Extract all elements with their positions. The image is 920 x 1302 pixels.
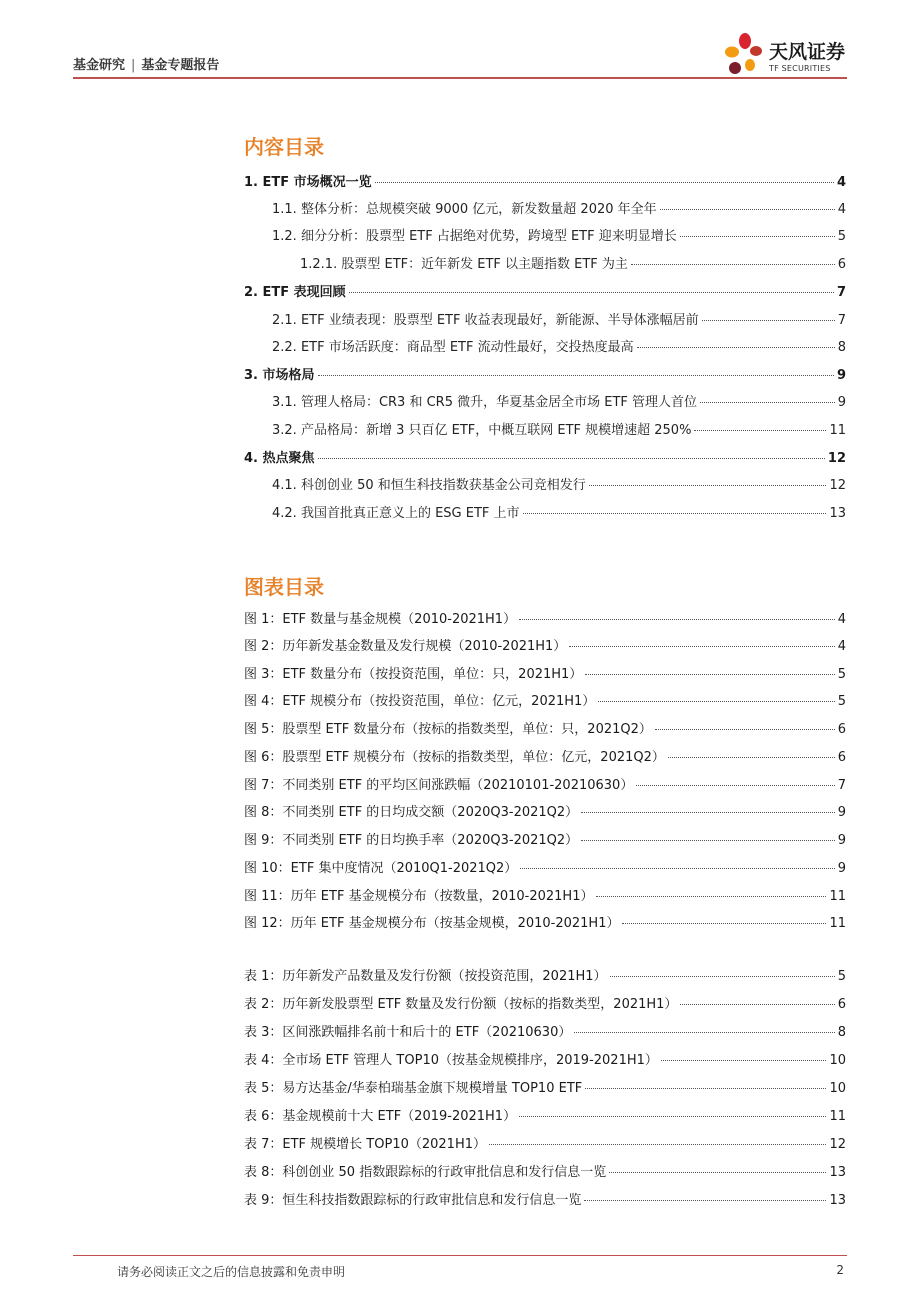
toc-entry[interactable]: 3. 市场格局 9 [244, 368, 846, 383]
toc-title: 内容目录 [244, 135, 324, 159]
company-logo [722, 32, 862, 78]
page-number: 2 [836, 1263, 844, 1277]
table-entry[interactable]: 表 1：历年新发产品数量及发行份额（按投资范围，2021H1） 5 [244, 969, 846, 984]
figure-entry[interactable]: 图 4：ETF 规模分布（按投资范围，单位：亿元，2021H1） 5 [244, 694, 846, 709]
figure-entry[interactable]: 图 11：历年 ETF 基金规模分布（按数量，2010-2021H1） 11 [244, 889, 846, 904]
figure-entry[interactable]: 图 8：不同类别 ETF 的日均成交额（2020Q3-2021Q2） 9 [244, 805, 846, 820]
table-entry[interactable]: 表 3：区间涨跌幅排名前十和后十的 ETF（20210630） 8 [244, 1025, 846, 1040]
category-separator: | [131, 58, 136, 73]
toc-entry[interactable]: 2.2. ETF 市场活跃度：商品型 ETF 流动性最好，交投热度最高 8 [272, 340, 846, 355]
toc-entry[interactable]: 1.2. 细分分析：股票型 ETF 占据绝对优势，跨境型 ETF 迎来明显增长 5 [272, 229, 846, 244]
toc-entry[interactable]: 4.1. 科创创业 50 和恒生科技指数获基金公司竞相发行 12 [272, 478, 846, 493]
logo-name: 天风证券 [769, 41, 846, 63]
toc-entry[interactable]: 1.1. 整体分析：总规模突破 9000 亿元，新发数量超 2020 年全年 4 [272, 202, 846, 217]
table-entry[interactable]: 表 7：ETF 规模增长 TOP10（2021H1） 12 [244, 1137, 846, 1152]
toc-entry[interactable]: 4. 热点聚焦 12 [244, 451, 846, 466]
figure-entry[interactable]: 图 2：历年新发基金数量及发行规模（2010-2021H1） 4 [244, 639, 846, 654]
toc-entry[interactable]: 3.1. 管理人格局：CR3 和 CR5 微升，华夏基金居全市场 ETF 管理人首位 9 [272, 395, 846, 410]
logo-mark-icon [722, 32, 768, 78]
table-entry[interactable]: 表 9：恒生科技指数跟踪标的行政审批信息和发行信息一览 13 [244, 1193, 846, 1208]
figure-entry[interactable]: 图 7：不同类别 ETF 的平均区间涨跌幅（20210101-20210630） 7 [244, 778, 846, 793]
table-entry[interactable]: 表 4：全市场 ETF 管理人 TOP10（按基金规模排序，2019-2021H1） 10 [244, 1053, 846, 1068]
figure-entry[interactable]: 图 12：历年 ETF 基金规模分布（按基金规模，2010-2021H1） 11 [244, 916, 846, 931]
footer-divider [73, 1255, 847, 1256]
toc-entry[interactable]: 2. ETF 表现回顾 7 [244, 285, 846, 300]
logo-subtitle: TF SECURITIES [769, 64, 831, 73]
category-label: 基金研究 [73, 58, 126, 73]
figure-entry[interactable]: 图 9：不同类别 ETF 的日均换手率（2020Q3-2021Q2） 9 [244, 833, 846, 848]
table-entry[interactable]: 表 6：基金规模前十大 ETF（2019-2021H1） 11 [244, 1109, 846, 1124]
toc-entry[interactable]: 2.1. ETF 业绩表现：股票型 ETF 收益表现最好，新能源、半导体涨幅居前 7 [272, 313, 846, 328]
table-entry[interactable]: 表 2：历年新发股票型 ETF 数量及发行份额（按标的指数类型，2021H1） 6 [244, 997, 846, 1012]
figures-title: 图表目录 [244, 575, 324, 599]
figure-entry[interactable]: 图 6：股票型 ETF 规模分布（按标的指数类型，单位：亿元，2021Q2） 6 [244, 750, 846, 765]
table-entry[interactable]: 表 8：科创创业 50 指数跟踪标的行政审批信息和发行信息一览 13 [244, 1165, 846, 1180]
figure-entry[interactable]: 图 10：ETF 集中度情况（2010Q1-2021Q2） 9 [244, 861, 846, 876]
figure-entry[interactable]: 图 3：ETF 数量分布（按投资范围，单位：只，2021H1） 5 [244, 667, 846, 682]
report-category [73, 54, 219, 73]
table-entry[interactable]: 表 5：易方达基金/华泰柏瑞基金旗下规模增量 TOP10 ETF 10 [244, 1081, 846, 1096]
toc-entry[interactable]: 4.2. 我国首批真正意义上的 ESG ETF 上市 13 [272, 506, 846, 521]
toc-entry[interactable]: 1. ETF 市场概况一览 4 [244, 175, 846, 190]
toc-entry[interactable]: 3.2. 产品格局：新增 3 只百亿 ETF，中概互联网 ETF 规模增速超 250% 11 [272, 423, 846, 438]
figure-entry[interactable]: 图 1：ETF 数量与基金规模（2010-2021H1） 4 [244, 612, 846, 627]
figure-entry[interactable]: 图 5：股票型 ETF 数量分布（按标的指数类型，单位：只，2021Q2） 6 [244, 722, 846, 737]
footer-disclaimer: 请务必阅读正文之后的信息披露和免责申明 [117, 1265, 346, 1279]
toc-entry[interactable]: 1.2.1. 股票型 ETF：近年新发 ETF 以主题指数 ETF 为主 6 [300, 257, 846, 272]
subcategory-label: 基金专题报告 [141, 58, 220, 73]
